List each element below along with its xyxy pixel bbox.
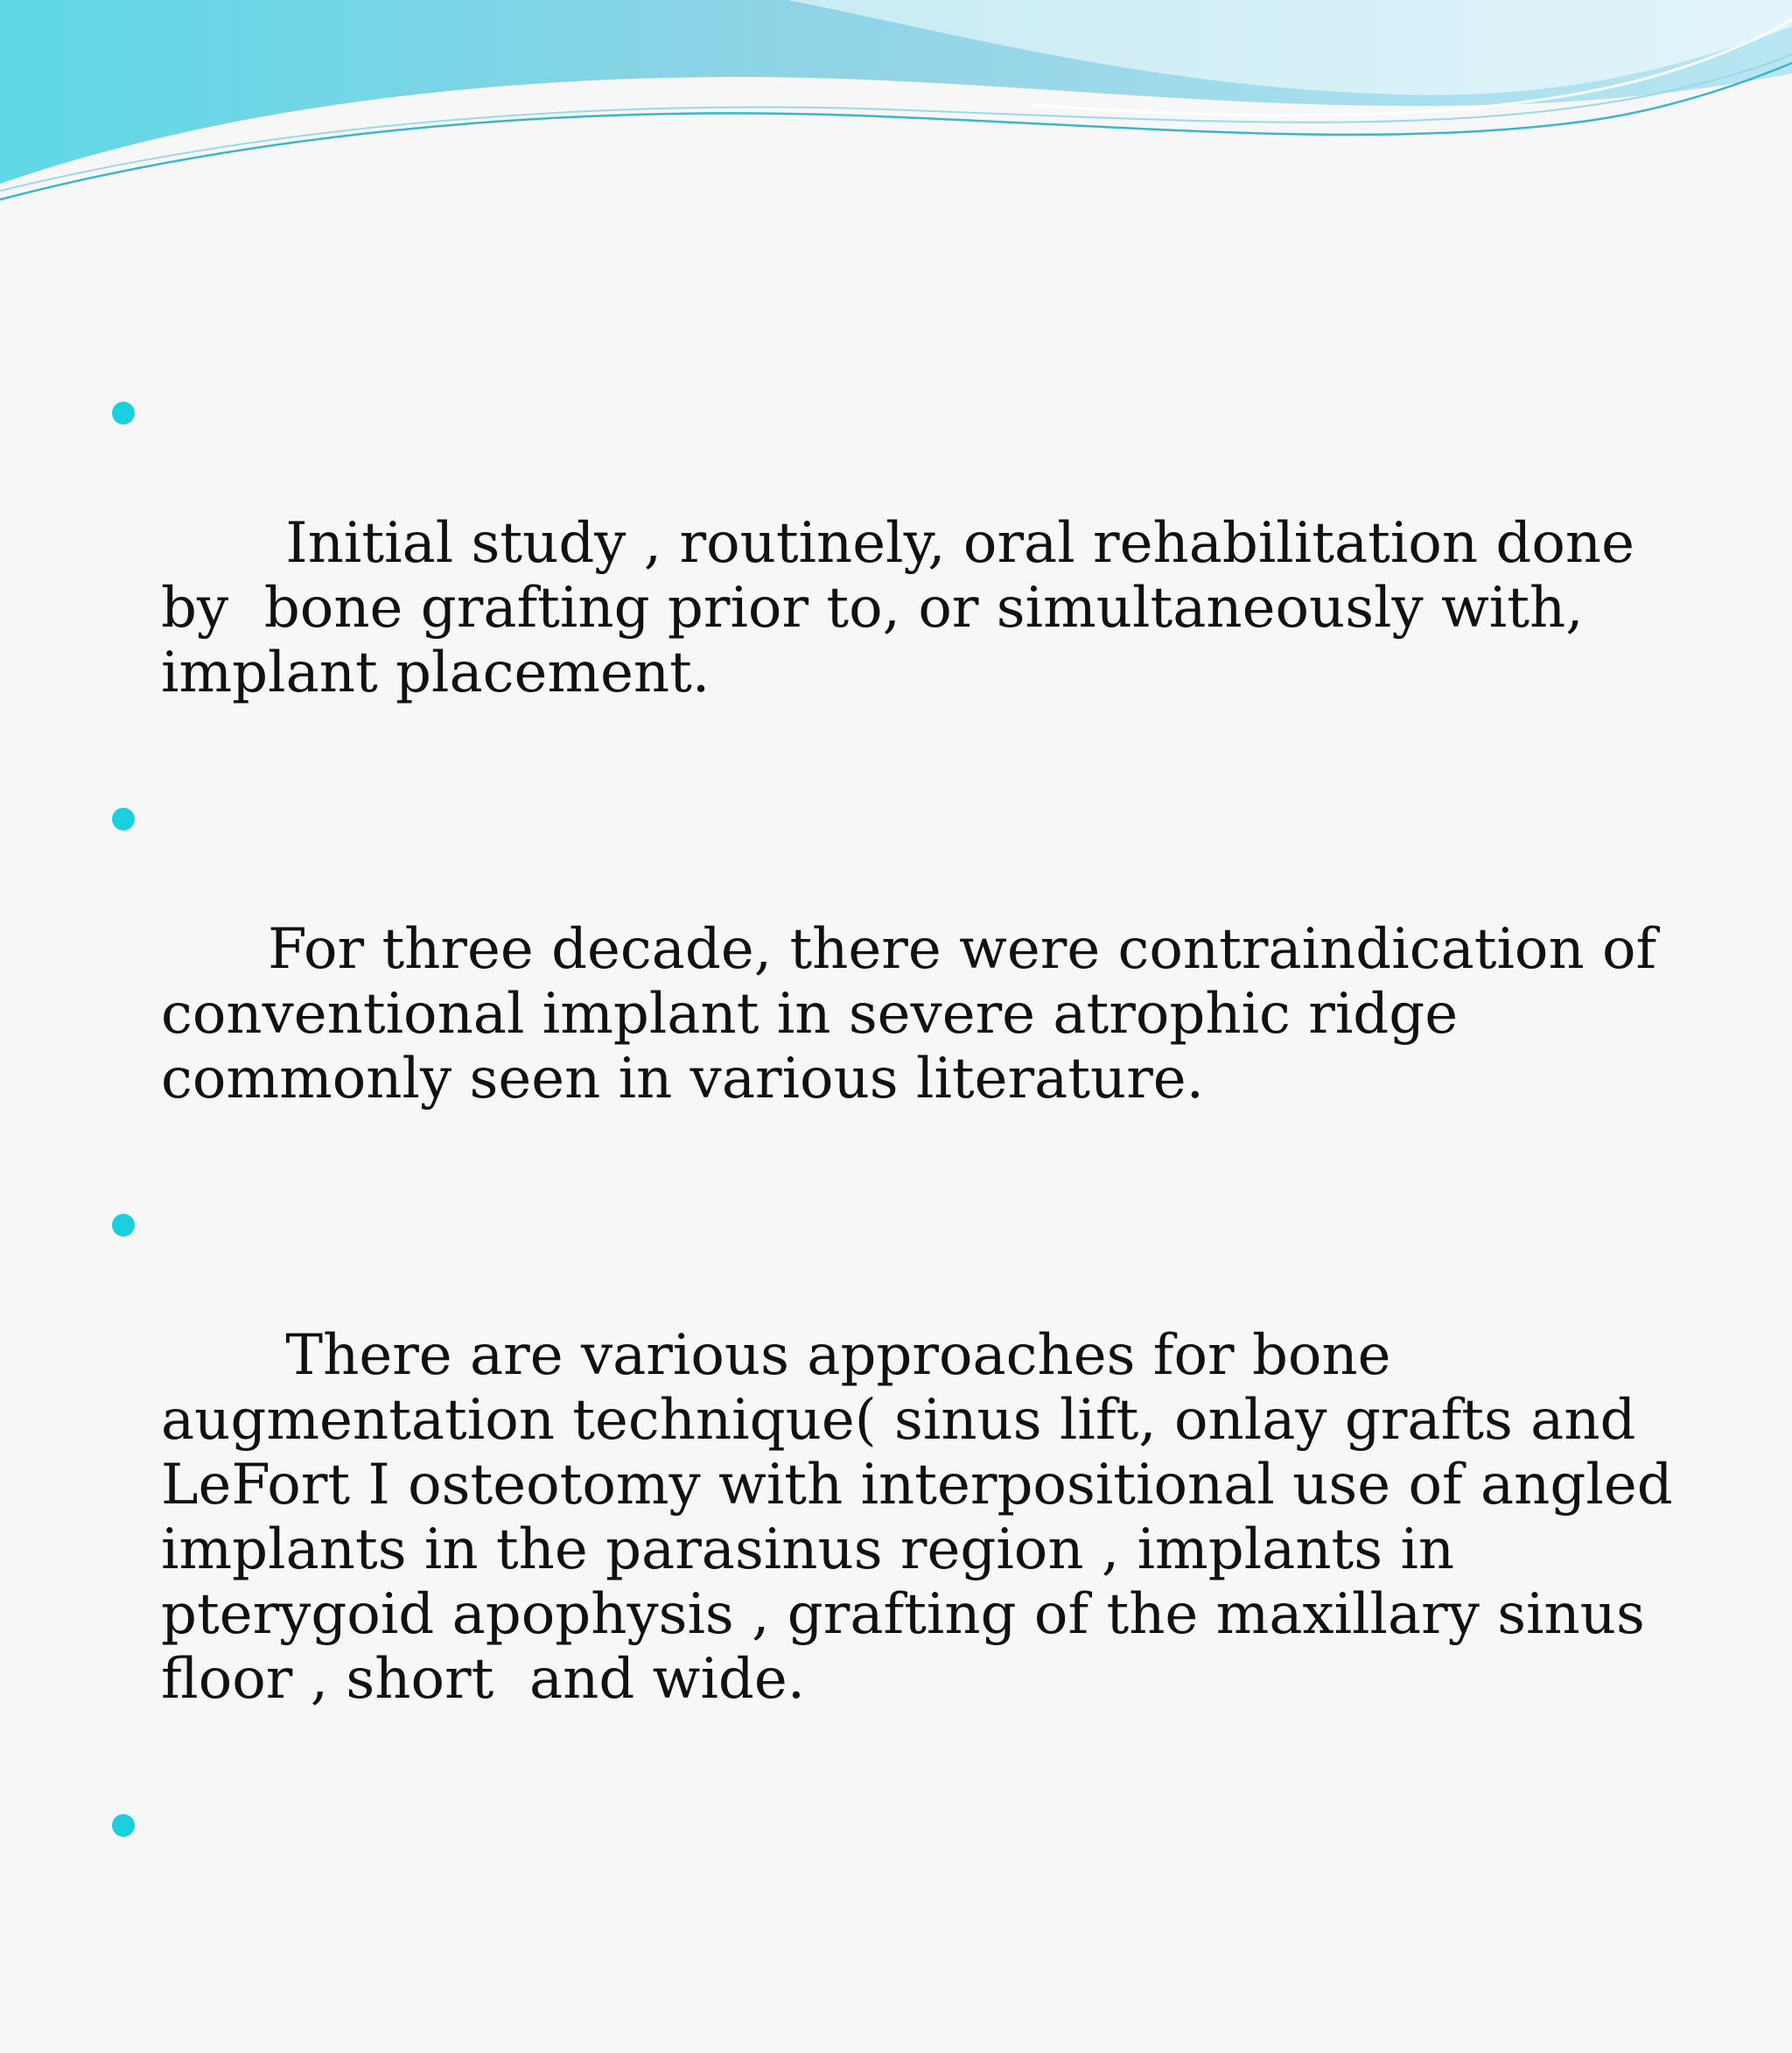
- bullet-dot-icon: [112, 808, 135, 830]
- bullet-dot-icon: [112, 1814, 135, 1837]
- bullet-dot-icon: [112, 1214, 135, 1237]
- wave-header-decoration: [0, 0, 1792, 228]
- bullet-item-3: [112, 1194, 1704, 1776]
- bullet-text-1: Initial study , routinely, oral rehabilitation done by bone grafting prior to, or simultaneously with, implant placement.: [161, 511, 1653, 705]
- bullet-dot-icon: [112, 402, 135, 424]
- bullet-list: [112, 382, 1704, 1876]
- bullet-text-3: There are various approaches for bone augmentation technique( sinus lift, onlay grafts and LeFort I osteotomy with interpositional use of angled implants in the parasinus region , implants in pterygoid apophysis , grafting of the maxillary sinus floor , short and wide.: [161, 1323, 1690, 1712]
- bullet-item-4: [112, 1794, 1704, 1859]
- bullet-item-1: [112, 382, 1704, 770]
- bullet-text-2: For three decade, there were contraindication of conventional implant in severe atrophic ridge commonly seen in various literature.: [161, 917, 1675, 1111]
- bullet-item-2: [112, 788, 1704, 1176]
